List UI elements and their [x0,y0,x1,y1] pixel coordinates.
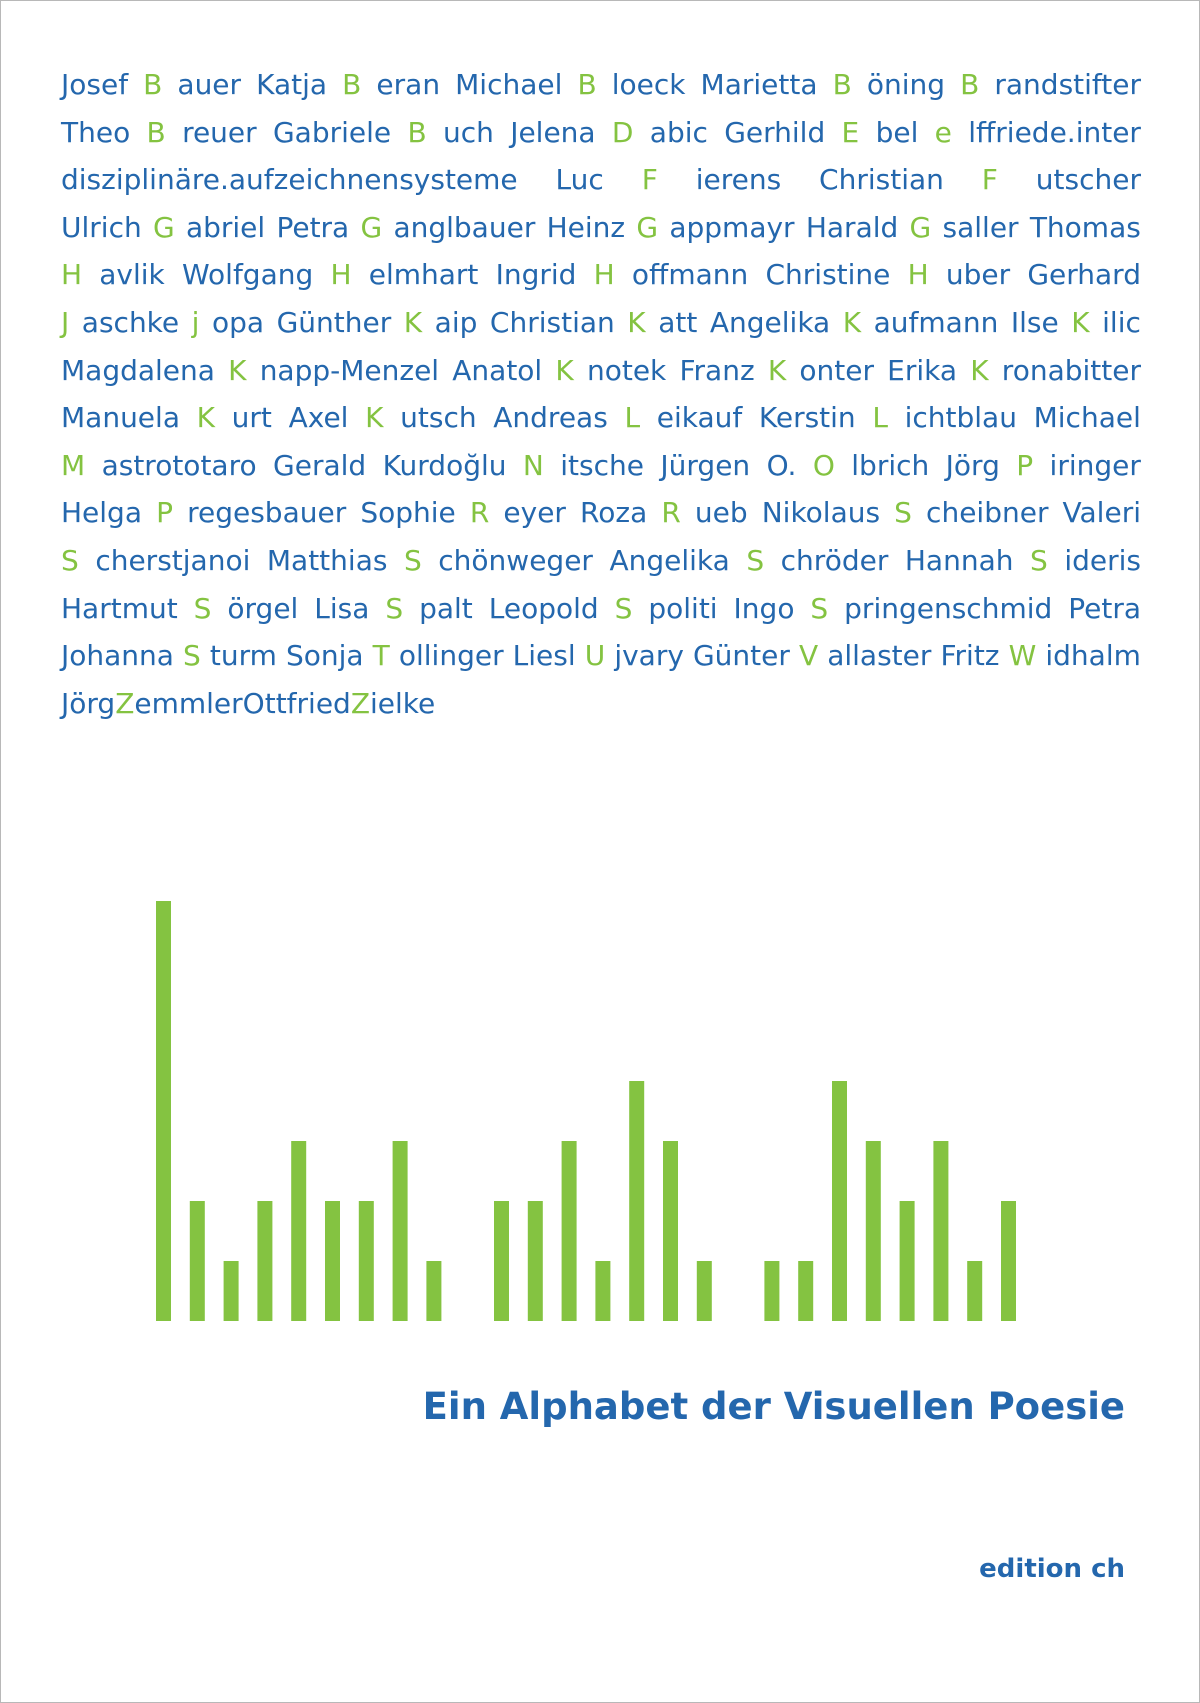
name-part: Marietta [700,68,818,101]
name-part: Andreas [493,401,608,435]
name-part: Johanna [61,639,174,673]
bar [562,1141,577,1321]
name-initial: U [584,639,606,673]
name-part: Kerstin [758,401,856,435]
name-part: eran [376,68,441,101]
name-part: chröder [780,543,889,577]
name-initial: G [360,210,383,244]
name-part: Günther [276,305,392,339]
name-part: chönweger [438,543,593,577]
book-title: Ein Alphabet der Visuellen Poesie [422,1385,1125,1428]
name-initial: N [522,448,544,482]
names-line [61,489,1141,537]
name-initial: e [934,115,952,149]
name-part: opa [211,305,265,339]
bar [325,1201,340,1321]
name-initial: J [61,305,70,339]
name-part: Axel [288,401,349,435]
name-part: Hannah [904,543,1014,577]
name-part: emmler [134,686,243,720]
name-part: saller [942,210,1019,244]
name-part: Helga [61,496,142,530]
name-part: loeck [611,68,686,101]
name-initial: H [907,258,929,292]
name-initial: B [577,68,597,101]
name-part: Leopold [488,591,599,625]
name-part: Erika [887,353,958,387]
bar [1001,1201,1016,1321]
name-part: Christian [489,305,615,339]
bar [866,1141,881,1321]
name-part: Michael [455,68,563,101]
name-initial: K [365,401,384,435]
name-part: Gerald [273,448,367,482]
name-initial: V [798,639,819,673]
alphabet-bar-graphic [156,901,1026,1321]
name-initial: R [661,496,681,530]
name-part: Gerhard [1027,258,1141,292]
name-part: Heinz [546,210,626,244]
name-part: Magdalena [61,353,215,387]
name-part: bel [875,115,919,149]
name-initial: S [193,591,212,625]
name-part: Jörg [945,448,1000,482]
name-initial: G [636,210,659,244]
name-part: Angelika [609,543,730,577]
name-initial: W [1008,639,1037,673]
names-line [61,156,1141,204]
name-part: Valeri [1062,496,1141,530]
name-part: Ingo [733,591,795,625]
name-part: Gerhild [724,115,826,149]
bar [156,901,171,1321]
name-part: aschke [81,305,180,339]
name-part: offmann [631,258,749,292]
name-part: cheibner [926,496,1049,530]
name-initial: B [146,115,166,149]
name-part: ichtblau [904,401,1017,435]
name-part: disziplinäre.aufzeichnensysteme [61,163,518,197]
name-part: turm [209,639,277,673]
name-initial: P [1016,448,1034,482]
name-part: ideris [1064,543,1141,577]
name-part: onter [799,353,874,387]
name-part: Harald [805,210,899,244]
name-part: ielke [370,686,436,720]
names-line [61,537,1141,585]
name-part: randstifter [994,68,1141,101]
name-part: Petra [1068,591,1141,625]
name-part: Josef [61,68,129,101]
name-initial: S [403,543,422,577]
name-initial: K [228,353,247,387]
name-part: eyer [503,496,566,530]
name-part: allaster [827,639,932,673]
names-line [61,109,1141,157]
name-part: Jürgen [660,448,751,482]
name-part: Ottfried [242,686,351,720]
bar [224,1261,239,1321]
name-initial: K [555,353,574,387]
name-part: reuer [182,115,257,149]
name-initial: B [407,115,427,149]
name-part: Sophie [360,496,456,530]
bar [832,1081,847,1321]
name-part: Angelika [709,305,831,339]
name-part: Matthias [266,543,388,577]
name-part: ilic [1102,305,1141,339]
name-part: lbrich [851,448,930,482]
name-part: Thomas [1029,210,1141,244]
name-part: astrototaro [101,448,257,482]
name-part: appmayr [669,210,795,244]
publisher-name: edition ch [979,1554,1125,1584]
names-line [61,680,1141,728]
name-part: Christian [819,163,944,197]
bar [359,1201,374,1321]
name-initial: Z [350,686,371,720]
name-initial: K [1071,305,1090,339]
name-part: ollinger [398,639,504,673]
name-part: jvary [614,639,684,673]
name-initial: B [832,68,852,101]
name-part: Luc [555,163,604,197]
name-part: öning [866,68,946,101]
bar [933,1141,948,1321]
name-part: Sonja [286,639,364,673]
name-initial: S [61,543,79,577]
name-part: iringer [1049,448,1141,482]
name-part: itsche [560,448,644,482]
name-initial: T [372,639,390,673]
name-part: Wolfgang [181,258,314,292]
name-part: utscher [1035,163,1141,197]
names-line [61,632,1141,680]
bar [900,1201,915,1321]
name-initial: B [143,68,163,101]
name-initial: G [152,210,175,244]
name-part: Günter [692,639,790,673]
name-initial: B [342,68,362,101]
name-part: uch [442,115,494,149]
bar [528,1201,543,1321]
name-initial: H [330,258,352,292]
name-initial: L [624,401,641,435]
names-line [61,299,1141,347]
bar [393,1141,408,1321]
names-line [61,442,1141,490]
name-part: Gabriele [272,115,392,149]
names-line [61,204,1141,252]
names-line [61,251,1141,299]
name-initial: F [641,163,658,197]
name-part: Ilse [1010,305,1059,339]
bar [798,1261,813,1321]
name-part: napp-Menzel [259,353,440,387]
name-part: utsch [400,401,477,435]
name-initial: L [872,401,888,435]
name-initial: B [960,68,980,101]
name-part: Michael [1033,401,1141,435]
name-part: Manuela [61,401,180,435]
name-initial: K [970,353,989,387]
name-initial: R [469,496,490,530]
name-part: urt [231,401,272,435]
name-initial: K [842,305,862,339]
names-line [61,585,1141,633]
name-part: att [658,305,698,339]
name-part: palt [419,591,473,625]
name-initial: M [61,448,86,482]
name-part: pringenschmid [844,591,1053,625]
name-part: avlik [99,258,165,292]
names-line [61,394,1141,442]
bar [764,1261,779,1321]
name-initial: j [191,305,200,339]
bar [426,1261,441,1321]
name-part: Fritz [940,639,1000,673]
bar [663,1141,678,1321]
name-initial: S [1030,543,1048,577]
name-part: notek [586,353,667,387]
name-initial: K [767,353,787,387]
name-part: politi [648,591,718,625]
name-part: Franz [679,353,755,387]
name-part: lffriede.inter [968,115,1141,149]
name-initial: S [810,591,829,625]
name-part: ierens [695,163,782,197]
name-initial: O [812,448,835,482]
name-initial: K [196,401,216,435]
name-part: Lisa [314,591,370,625]
bar [291,1141,306,1321]
name-part: Anatol [452,353,543,387]
name-part: Hartmut [61,591,178,625]
name-part: cherstjanoi [95,543,251,577]
name-initial: S [746,543,765,577]
names-line [61,347,1141,395]
bar [629,1081,644,1321]
name-part: abriel [185,210,266,244]
name-part: Ingrid [495,258,577,292]
names-line [61,61,1141,109]
name-part: Roza [580,496,648,530]
name-initial: D [611,115,634,149]
name-initial: G [909,210,932,244]
name-part: anglbauer [393,210,536,244]
name-part: regesbauer [187,496,347,530]
name-initial: K [403,305,423,339]
name-part: Jelena [510,115,596,149]
bar [967,1261,982,1321]
name-initial: S [385,591,404,625]
name-part: Theo [61,115,131,149]
author-names-block [61,61,1141,727]
bar [697,1261,712,1321]
name-part: Liesl [512,639,576,673]
name-part: auer [177,68,242,101]
bar [257,1201,272,1321]
name-part: abic [649,115,708,149]
name-initial: Z [115,686,135,720]
name-part: Christine [765,258,891,292]
name-initial: S [183,639,201,673]
name-part: Jörg [61,686,116,720]
name-initial: K [627,305,646,339]
name-initial: S [614,591,633,625]
name-initial: F [981,163,998,197]
name-part: aip [434,305,478,339]
name-part: ueb [694,496,748,530]
name-initial: H [61,258,83,292]
name-part: Nikolaus [761,496,881,530]
name-part: uber [945,258,1011,292]
name-initial: E [841,115,860,149]
name-initial: S [894,496,912,530]
name-part: O. [766,448,797,482]
name-part: Ulrich [61,210,142,244]
name-part: aufmann [873,305,999,339]
name-initial: H [593,258,615,292]
name-part: eikauf [656,401,743,435]
name-initial: P [156,496,173,530]
name-part: idhalm [1045,639,1141,673]
name-part: Katja [256,68,328,101]
name-part: elmhart [368,258,479,292]
name-part: Petra [276,210,350,244]
name-part: Kurdoğlu [382,448,507,482]
bar [494,1201,509,1321]
bar [190,1201,205,1321]
bar [595,1261,610,1321]
name-part: ronabitter [1001,353,1141,387]
name-part: örgel [227,591,299,625]
